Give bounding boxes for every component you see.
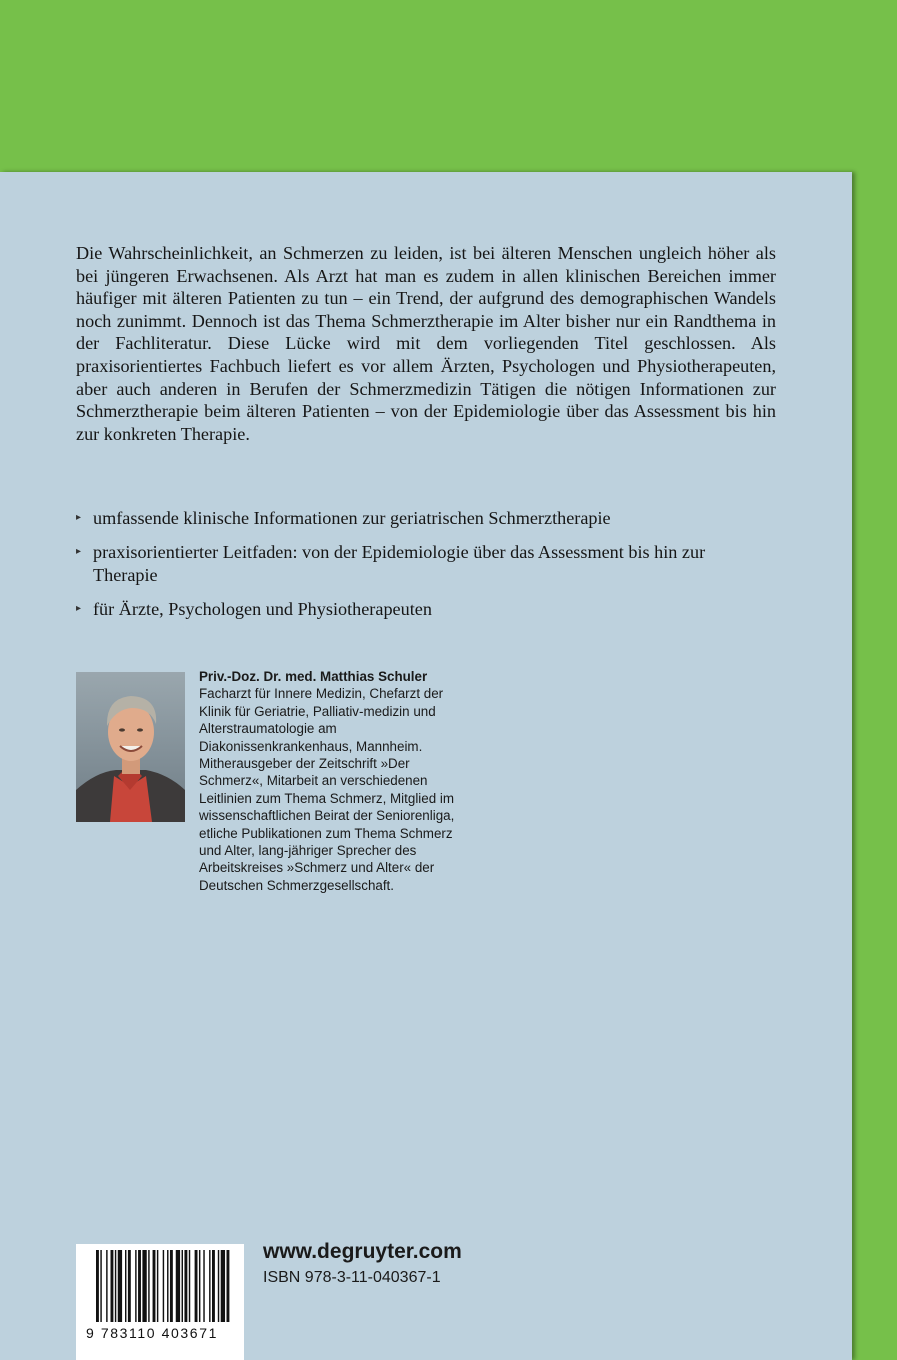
publisher-url[interactable]: www.degruyter.com xyxy=(263,1240,462,1263)
barcode-bar xyxy=(106,1250,107,1322)
bullet-item xyxy=(76,507,753,530)
barcode-bar xyxy=(182,1250,183,1322)
bullet-arrow-icon: ▸ xyxy=(76,512,82,523)
barcode-bar xyxy=(209,1250,210,1322)
author-photo xyxy=(76,672,185,822)
barcode-bar xyxy=(195,1250,198,1322)
barcode-bar xyxy=(212,1250,215,1322)
bullet-item xyxy=(76,598,753,621)
barcode-bar xyxy=(96,1250,99,1322)
barcode-bar xyxy=(100,1250,101,1322)
barcode-bar xyxy=(135,1250,136,1322)
author-bio: Facharzt für Innere Medizin, Chefarzt der Klinik für Geriatrie, Palliativ-medizin und Alterstraumatologie am Diakonissenkrankenhaus, Mannheim. Mitherausgeber der Zeitschrift »Der Schmerz«, Mitarbeit an verschiedenen Leitlinien zum Thema Schmerz, Mitglied im wissenschaftlichen Beirat der Seniorenliga, etliche Publikationen zum Thema Schmerz und Alter, lang-jähriger Sprecher des Arbeitskreises »Schmerz und Alter« der Deutschen Schmerzgesellschaft. xyxy=(199,686,455,893)
description-paragraph: Die Wahrscheinlichkeit, an Schmerzen zu leiden, ist bei älteren Menschen ungleich höher als bei jüngeren Erwachsenen. Als Arzt hat man es zudem in allen klinischen Bereichen immer häufiger mit älteren Patienten zu tun – ein Trend, der aufgrund des demographischen Wandels noch zunimmt. Dennoch ist das Thema Schmerztherapie im Alter bisher nur ein Randthema in der Fachliteratur. Diese Lücke wird mit dem vorliegenden Titel geschlossen. Als praxisorientiertes Fachbuch liefert es vor allem Ärzten, Psychologen und Physiotherapeuten, aber auch anderen in Berufen der Schmerzmedizin Tätigen die nötigen Informationen zur Schmerztherapie beim älteren Patienten – von der Epidemiologie über das Assessment bis hin zur konkreten Therapie. xyxy=(76,243,776,444)
barcode-bar xyxy=(142,1250,146,1322)
barcode-bar xyxy=(148,1250,149,1322)
barcode-bar xyxy=(111,1250,114,1322)
bullet-text: umfassende klinische Informationen zur geriatrischen Schmerztherapie xyxy=(93,508,611,528)
barcode-bar xyxy=(118,1250,122,1322)
barcode-digits: 9 783110 403671 xyxy=(86,1325,218,1341)
barcode-bar xyxy=(176,1250,180,1322)
barcode-bar xyxy=(227,1250,230,1322)
barcode-bar xyxy=(125,1250,126,1322)
bullet-text: praxisorientierter Leitfaden: von der Epidemiologie über das Assessment bis hin zur Therapie xyxy=(93,542,706,585)
bullet-arrow-icon: ▸ xyxy=(76,603,82,614)
author-bio-block xyxy=(199,668,469,894)
barcode-bar xyxy=(221,1250,225,1322)
bullet-arrow-icon: ▸ xyxy=(76,546,82,557)
barcode-bar xyxy=(170,1250,173,1322)
isbn-number: ISBN 978-3-11-040367-1 xyxy=(263,1269,441,1286)
barcode-bar xyxy=(138,1250,141,1322)
author-name: Priv.-Doz. Dr. med. Matthias Schuler xyxy=(199,669,428,684)
bullet-item xyxy=(76,541,753,586)
barcode-bar xyxy=(157,1250,158,1322)
barcode-bar xyxy=(128,1250,131,1322)
barcode-bar xyxy=(167,1250,168,1322)
barcode-bar xyxy=(153,1250,156,1322)
barcode-bar xyxy=(115,1250,116,1322)
bullet-text: für Ärzte, Psychologen und Physiotherapeuten xyxy=(93,599,432,619)
barcode-bar xyxy=(199,1250,200,1322)
barcode-bar xyxy=(203,1250,204,1322)
barcode-bars xyxy=(76,1244,244,1324)
barcode-bar xyxy=(189,1250,190,1322)
isbn-barcode xyxy=(76,1244,244,1360)
barcode-bar xyxy=(163,1250,164,1322)
barcode-bar xyxy=(218,1250,219,1322)
barcode-bar xyxy=(184,1250,187,1322)
